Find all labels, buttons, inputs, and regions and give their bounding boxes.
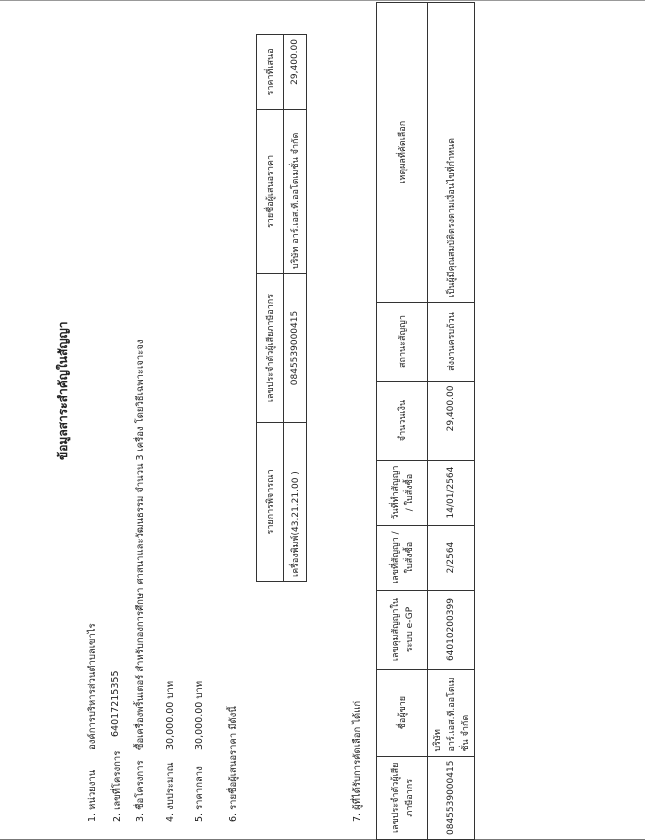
column-header: ราคาที่เสนอ (257, 35, 284, 110)
table-cell: 29,400.00 (284, 35, 307, 110)
selected-vendor-table (376, 2, 475, 840)
column-header: สถานะสัญญา (377, 302, 428, 381)
column-header: ชื่อผู้ขาย (377, 669, 428, 756)
field-label: 4. งบประมาณ (165, 762, 176, 822)
bidders-table (256, 34, 307, 582)
page-edge-line (0, 0, 645, 1)
field-label: 5. ราคากลาง (194, 766, 205, 822)
table-header-row (257, 35, 284, 582)
table-cell: 2/2564 (428, 525, 475, 590)
field-value: 64017215355 (110, 670, 121, 737)
field-value: 30,000.00 บาท (165, 681, 176, 750)
column-header: วันที่ทำสัญญา / ใบสั่งซื้อ (377, 460, 428, 525)
table-header-row (377, 3, 428, 840)
table-cell: 29,400.00 (428, 381, 475, 460)
column-header: เลขประจำตัวผู้เสียภาษีอากร (257, 274, 284, 423)
column-header: เลขคุมสัญญาในระบบ e-GP (377, 590, 428, 669)
table-cell: บริษัท อาร์.เอส.ที.ออโตเมชั่น จำกัด (284, 110, 307, 274)
table-cell: 0845539000415 (428, 756, 475, 839)
column-header: เหตุผลที่คัดเลือก (377, 3, 428, 303)
table-cell: เป็นผู้มีคุณสมบัติตรงตามเงื่อนไขที่กำหนด (428, 3, 475, 303)
column-header: รายการพิจารณา (257, 423, 284, 582)
section-6-heading: 6. รายชื่อผู้เสนอราคา มีดังนี้ (228, 706, 239, 822)
section-7-heading: 7. ผู้ที่ได้รับการคัดเลือก ได้แก่ (352, 700, 363, 822)
table-row (284, 35, 307, 582)
column-header: รายชื่อผู้เสนอราคา (257, 110, 284, 274)
page-title: ข้อมูลสาระสำคัญในสัญญา (56, 321, 70, 460)
field-label: 1. หน่วยงาน (87, 769, 98, 822)
table-cell: เครื่องพิมพ์(43.21.21.00 ) (284, 423, 307, 582)
table-cell: บริษัท อาร์.เอส.ที.ออโตเมชั่น จำกัด (428, 669, 475, 756)
field-label: 3. ชื่อโครงการ (135, 760, 146, 822)
field-label: 2. เลขที่โครงการ (112, 750, 123, 822)
field-value: ซื้อเครื่องพริ้นเตอร์ สำหรับกองการศึกษา ศาสนาและวัฒนธรรม จำนวน 3 เครื่อง โดยวิธีเฉพาะเจาะจง (135, 339, 146, 750)
table-cell: 0845539000415 (284, 274, 307, 423)
table-cell: ส่งงานครบถ้วน (428, 302, 475, 381)
column-header: เลขประจำตัวผู้เสียภาษีอากร (377, 756, 428, 839)
table-cell: 64010200399 (428, 590, 475, 669)
field-value: 30,000.00 บาท (194, 681, 205, 750)
table-cell: 14/01/2564 (428, 460, 475, 525)
column-header: เลขที่สัญญา / ใบสั่งซื้อ (377, 525, 428, 590)
column-header: จำนวนเงิน (377, 381, 428, 460)
field-value: องค์การบริหารส่วนตำบลเขาไร (87, 623, 98, 750)
table-row (428, 3, 475, 840)
